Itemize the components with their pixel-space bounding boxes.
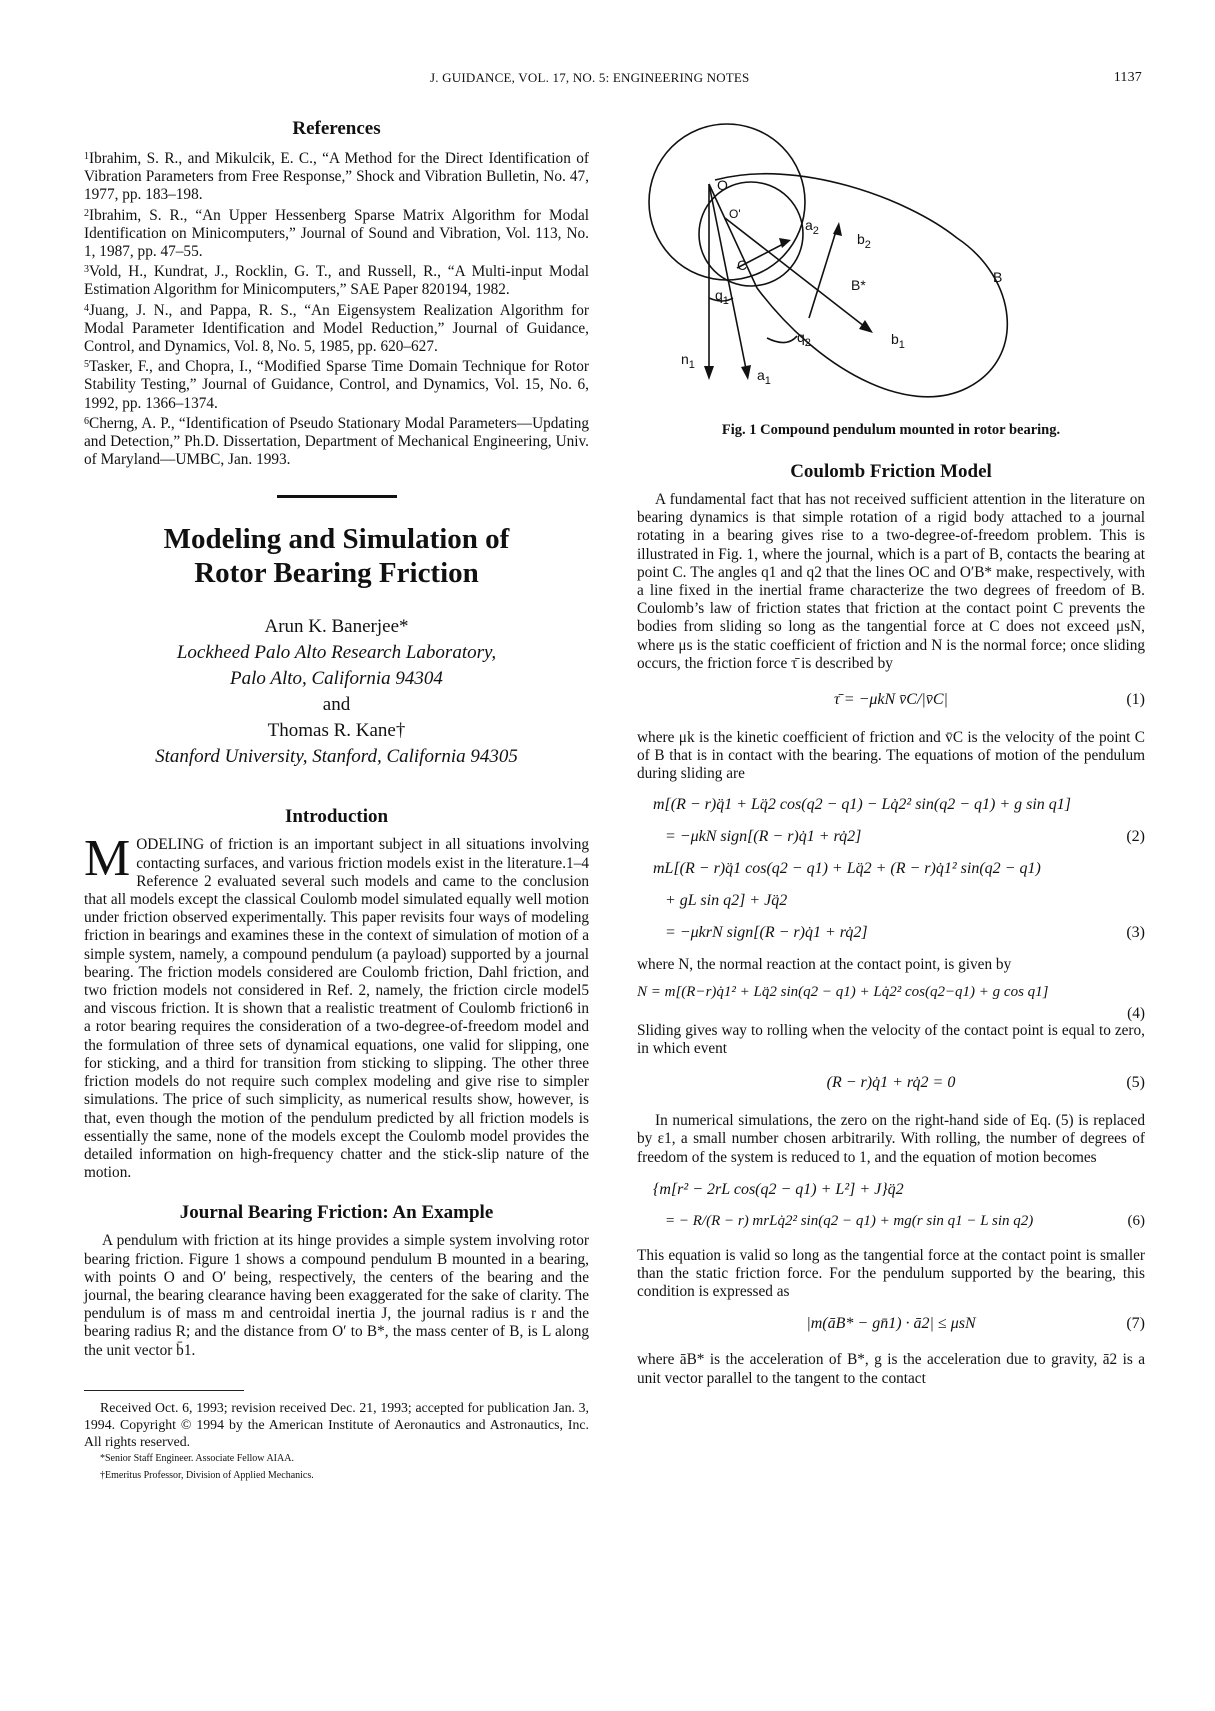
label-O: O bbox=[717, 177, 728, 193]
coulomb-paragraph: where μk is the kinetic coefficient of friction and v̄C is the velocity of the point C of B that is in contact with the bearing. The equations of motion of the pendulum during sliding are bbox=[637, 729, 1145, 783]
and-text: and bbox=[322, 694, 351, 716]
equation-1: τ̄ = −μkN v̄C/|v̄C| (1) bbox=[834, 691, 1145, 709]
b1-arrowhead bbox=[859, 320, 873, 333]
bearing-circle bbox=[649, 124, 805, 280]
affiliation: Stanford University, Stanford, California 94305 bbox=[155, 746, 518, 768]
running-title: J. GUIDANCE, VOL. 17, NO. 5: ENGINEERING NOTES bbox=[430, 70, 750, 85]
footnote: †Emeritus Professor, Division of Applied Mechanics. bbox=[100, 1469, 314, 1481]
running-header bbox=[80, 70, 1142, 90]
equation-2a: m[(R − r)q̈1 + Lq̈2 cos(q2 − q1) − Lq̇2² sin(q2 − q1) + g sin q1] bbox=[653, 795, 1072, 813]
label-q1: $q_1$ bbox=[715, 287, 729, 307]
equation-4-number: (4) bbox=[1127, 1004, 1145, 1022]
coulomb-paragraph: This equation is valid so long as the tangential force at the contact point is smaller than the static friction force. For the pendulum supported by the bearing, this condition is expressed as bbox=[637, 1246, 1145, 1301]
journal-bearing-paragraph: A pendulum with friction at its hinge provides a simple system involving rotor bearing friction. Figure 1 shows a compound pendulum B mounted in a bearing, with points O and O′ being, respectively, the centers of the bearing and the journal, the bearing clearance having been exaggerated for the sake of clarity. The pendulum is of mass m and centroidal inertia J, the journal radius is r and the bearing radius R; and the distance from O′ to B*, the mass center of B, is L along the unit vector b̄1. bbox=[84, 1232, 589, 1359]
affiliation: Lockheed Palo Alto Research Laboratory, bbox=[176, 642, 497, 664]
page-number: 1137 bbox=[1113, 70, 1142, 85]
a1-arrowhead bbox=[741, 365, 751, 380]
equation-5: (R − r)q̇1 + rq̇2 = 0 (5) bbox=[826, 1074, 1145, 1092]
reference-item: $^3$Vold, H., Kundrat, J., Rocklin, G. T., and Russell, R., “A Multi-input Modal Estimation Algorithm for Minicomputers,” SAE Paper 820194, 1982. bbox=[84, 263, 589, 299]
equation-4: N = m[(R−r)q̇1² + Lq̈2 sin(q2 − q1) + Lq̇2² cos(q2−q1) + g cos q1] bbox=[637, 983, 1049, 1000]
coulomb-paragraph: A fundamental fact that has not received sufficient attention in the literature on bearing dynamics is that simple rotation of a rigid body attached to a journal rotating in a bearing gives rise to a two-degree-of-freedom problem. This is illustrated in Fig. 1, where the journal, which is a part of B, contacts the bearing at point C. The angles q1 and q2 that the lines OC and O′B* make, respectively, with a line fixed in the inertial frame characterize the two degrees of freedom of B. Coulomb’s law of friction states that friction at the contact point C prevents the bodies from sliding so long as the tangential force at C does not exceed μsN, where μs is the static coefficient of friction and N is the normal force; once sliding occurs, the friction force τ̄ is described by bbox=[637, 491, 1145, 672]
n1-arrowhead bbox=[704, 366, 714, 380]
a2-arrowhead bbox=[779, 238, 791, 248]
q2-arc bbox=[767, 336, 797, 343]
coulomb-paragraph: where āB* is the acceleration of B*, g is the acceleration due to gravity, ā2 is a unit vector parallel to the tangent to the contact bbox=[637, 1351, 1145, 1387]
author-block bbox=[84, 614, 589, 770]
equation-3b: + gL sin q2] + Jq̈2 bbox=[665, 891, 788, 909]
label-a2: $a_2$ bbox=[805, 217, 819, 237]
coulomb-paragraph: In numerical simulations, the zero on the right-hand side of Eq. (5) is replaced by ε1, a small number chosen arbitrarily. With rolling, the number of degrees of freedom of the system is reduced to 1, and the equation of motion becomes bbox=[637, 1112, 1145, 1166]
coulomb-paragraph: where N, the normal reaction at the contact point, is given by bbox=[637, 955, 1012, 973]
label-b2: $b_2$ bbox=[857, 231, 871, 251]
equation-2b: = −μkN sign[(R − r)q̇1 + rq̇2] (2) bbox=[665, 827, 1145, 845]
author-name: Arun K. Banerjee* bbox=[264, 616, 409, 638]
equation-6b: = − R/(R − r) mrLq̇2² sin(q2 − q1) + mg(r sin q1 − L sin q2) (6) bbox=[665, 1212, 1145, 1229]
equation-3a: mL[(R − r)q̈1 cos(q2 − q1) + Lq̈2 + (R − r)q̇1² sin(q2 − q1) bbox=[653, 859, 1041, 877]
equation-7: |m(āB* − gn̄1) · ā2| ≤ μsN (7) bbox=[806, 1315, 1145, 1333]
label-B: B bbox=[993, 269, 1003, 285]
reference-list bbox=[84, 148, 589, 469]
label-n1: $n_1$ bbox=[681, 351, 695, 371]
label-C: C bbox=[737, 257, 748, 273]
label-b1: $b_1$ bbox=[891, 331, 905, 351]
reference-item: $^6$Cherng, A. P., “Identification of Pseudo Stationary Modal Parameters—Updating and Detection,” Ph.D. Dissertation, Department of Mechanical Engineering, Univ. of Maryland—UMBC, Jan. 1993. bbox=[84, 414, 589, 469]
affiliation: Palo Alto, California 94304 bbox=[230, 668, 443, 690]
left-column bbox=[84, 118, 589, 1484]
references-heading: References bbox=[292, 118, 381, 139]
footnote-rule bbox=[84, 1390, 244, 1391]
label-a1: $a_1$ bbox=[757, 367, 771, 387]
label-Bstar: B* bbox=[851, 277, 866, 293]
pendulum-diagram bbox=[637, 118, 1145, 418]
introduction-heading: Introduction bbox=[284, 806, 389, 828]
reference-item: $^5$Tasker, F., and Chopra, I., “Modified Sparse Time Domain Technique for Rotor Stability Testing,” Journal of Guidance, Control, and Dynamics, Vol. 15, No. 6, 1992, pp. 1366–1374. bbox=[84, 358, 589, 412]
right-column bbox=[637, 118, 1145, 1388]
received-footnote: Received Oct. 6, 1993; revision received Dec. 21, 1993; accepted for publication Jan. 3, 1994. Copyright © 1994 by the American Institute of Aeronautics and Astronautics, Inc. All rights reserved. bbox=[84, 1399, 589, 1449]
figure-caption: Fig. 1 Compound pendulum mounted in rotor bearing. bbox=[721, 422, 1061, 438]
label-O-prime: O' bbox=[729, 207, 741, 221]
footnote: *Senior Staff Engineer. Associate Fellow AIAA. bbox=[100, 1452, 294, 1464]
title-rule bbox=[277, 495, 397, 498]
figure-1 bbox=[637, 118, 1145, 418]
reference-item: $^4$Juang, J. N., and Pappa, R. S., “An Eigensystem Realization Algorithm for Modal Parameter Identification and Model Reduction,” Journal of Guidance, Control, and Dynamics, Vol. 8, No. 5, 1985, pp. 620–627. bbox=[84, 301, 589, 356]
journal-bearing-heading: Journal Bearing Friction: An Example bbox=[179, 1202, 494, 1224]
equation-6a: {m[r² − 2rL cos(q2 − q1) + L²] + J}q̈2 bbox=[653, 1180, 904, 1198]
b2-arrowhead bbox=[833, 222, 842, 236]
dropcap-letter: M bbox=[84, 830, 131, 888]
author-name: Thomas R. Kane† bbox=[267, 720, 406, 742]
article-title: Modeling and Simulation of Rotor Bearing Friction bbox=[163, 523, 510, 590]
reference-item: $^2$Ibrahim, S. R., “An Upper Hessenberg Sparse Matrix Algorithm for Modal Identification on Minicomputers,” Journal of Sound and Vibration, Vol. 113, No. 1, 1987, pp. 47–55. bbox=[84, 206, 589, 261]
coulomb-heading: Coulomb Friction Model bbox=[790, 461, 992, 482]
coulomb-paragraph: Sliding gives way to rolling when the velocity of the contact point is equal to zero, in which event bbox=[637, 1021, 1145, 1058]
b2-line bbox=[809, 228, 837, 318]
label-q2: $q_2$ bbox=[797, 329, 811, 349]
equation-3c: = −μkrN sign[(R − r)q̇1 + rq̇2] (3) bbox=[665, 923, 1145, 941]
reference-item: $^1$Ibrahim, S. R., and Mikulcik, E. C., “A Method for the Direct Identification of Vibration Parameters from Free Response,” Shock and Vibration Bulletin, No. 47, 1977, pp. 183–198. bbox=[84, 150, 589, 204]
introduction-paragraph: MODELING of friction is an important subject in all situations involving contacting surfaces, and various friction models exist in the literature.1–4 Reference 2 evaluated several such models and came to the conclusion that all models except the classical Coulomb model simulated equally well motion under friction observed experimentally. This paper revisits four ways of modeling friction in bearings and examines these in the context of simulation of motion of a simple system, namely, a compound pendulum (a payload) supported by a journal bearing. The friction models considered are Coulomb friction, Dahl friction, and two friction models not considered in Ref. 2, namely, the friction circle model5 and viscous friction. It is shown that a realistic treatment of Coulomb friction6 in a rotor bearing requires the consideration of a two-degree-of-freedom model and the formulation of three sets of dynamical equations, one valid for slipping, one for sticking, and a third for transition from sticking to slipping. The other three friction models do not require such complex modeling and give rise to simpler simulations. The price of such simplicity, as numerical results show, however, is that, even though the motion of the pendulum predicted by all friction models is essentially the same, none of the models except the Coulomb model provides the detailed information on high-frequency chatter and the stick-slip nature of the motion. bbox=[84, 830, 589, 1182]
